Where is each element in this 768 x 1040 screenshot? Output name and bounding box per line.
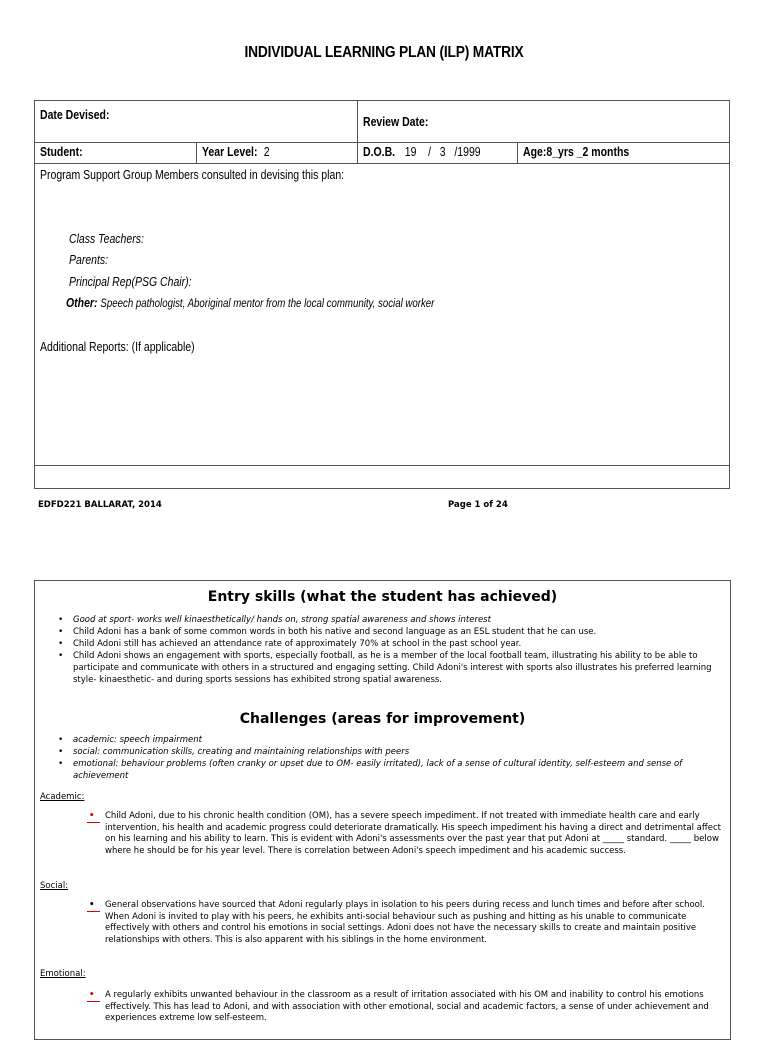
bullet-icon: •: [89, 811, 95, 821]
age-cell: [518, 142, 729, 163]
emotional-heading: Emotional:: [40, 969, 86, 979]
footer-course: EDFD221 BALLARAT, 2014: [38, 500, 162, 510]
review-date-cell: [358, 101, 729, 142]
parents-label: Parents:: [69, 253, 109, 267]
bullet-icon: •: [89, 900, 95, 910]
document-title: INDIVIDUAL LEARNING PLAN (ILP) MATRIX: [244, 44, 524, 61]
list-item: • academic: speech impairment: [57, 734, 722, 746]
age-label: Age:: [523, 145, 547, 159]
list-item: • Good at sport- works well kinaesthetically/ hands on, strong spatial awareness and shows interest: [57, 614, 722, 626]
dob-value: 19 / 3 /1999: [404, 145, 481, 159]
year-level-value: 2: [263, 145, 270, 159]
other-value: Speech pathologist, Aboriginal mentor from the local community, social worker: [100, 298, 435, 310]
dob-label: D.O.B.: [363, 145, 396, 159]
principal-rep-label: Principal Rep(PSG Chair):: [69, 275, 192, 289]
age-value: 8_yrs _2 months: [546, 145, 630, 159]
year-level-cell: [197, 142, 358, 163]
list-item: • emotional: behaviour problems (often cranky or upset due to OM- easily irritated), lack of a sense of cultural identity, self-esteem and sense of achievement: [57, 758, 722, 782]
student-cell: [35, 142, 197, 163]
challenges-list: [57, 734, 722, 782]
psg-members-label: Program Support Group Members consulted in devising this plan:: [40, 168, 345, 182]
year-level-label: Year Level:: [202, 145, 258, 159]
bullet-icon: •: [89, 990, 95, 1000]
academic-text: Child Adoni, due to his chronic health condition (OM), has a severe speech impediment. If not treated with immediate health care and early intervention, his health and academic progress could deteriorate dramatically. His speech impediment his having a direct and detrimental affect on his learning and his ability to learn. This is evident with Adoni's assessments over the past year that put Adoni at _____ standard. _____ below where he should be for his year level. There is correlation between Adoni's speech impediment and his academic success.: [105, 811, 721, 856]
academic-heading: Academic:: [40, 792, 85, 802]
ilp-details-table: [34, 100, 730, 489]
date-devised-label: Date Devised:: [40, 108, 110, 122]
entry-skills-list: [57, 614, 722, 686]
entry-challenges-box: [34, 580, 731, 1040]
table-row-empty: [35, 465, 729, 488]
table-row-dates: [35, 101, 729, 143]
emotional-text: A regularly exhibits unwanted behaviour in the classroom as a result of irritation associated with his OM and inability to control his emotions effectively. This has lead to Adoni, and with association with other emotional, social and academic factors, a sense of under achievement and experiences extreme low self-esteem.: [105, 990, 709, 1023]
student-label: Student:: [40, 145, 83, 159]
list-item: • Child Adoni shows an engagement with sports, especially football, as he is a member of the local football team, illustrating his ability to be able to participate and communicate with others in a structured and engaging setting. Child Adoni's interest with sports also illustrates his preferred learning style- kinaesthetic- and during sports sessions has exhibited strong spatial awareness.: [57, 650, 722, 686]
additional-reports-label: Additional Reports: (If applicable): [40, 340, 195, 354]
social-heading: Social:: [40, 881, 69, 891]
dob-cell: [358, 142, 518, 163]
date-devised-cell: [35, 101, 358, 142]
table-row-psg: [35, 163, 729, 466]
challenges-title: Challenges (areas for improvement): [239, 711, 526, 727]
table-row-student: [35, 142, 729, 164]
academic-paragraph: [89, 811, 725, 857]
entry-skills-title: Entry skills (what the student has achieved): [207, 589, 558, 605]
social-paragraph: [89, 900, 725, 946]
list-item: • Child Adoni has a bank of some common words in both his native and second language as an ESL student that he can use.: [57, 626, 722, 638]
list-item: • social: communication skills, creating and maintaining relationships with peers: [57, 746, 722, 758]
emotional-paragraph: [89, 990, 725, 1025]
class-teachers-label: Class Teachers:: [69, 232, 144, 246]
other-label: Other:: [66, 296, 98, 310]
social-text: General observations have sourced that Adoni regularly plays in isolation to his peers during recess and lunch times and before after school. When Adoni is invited to play with his peers, he exhibits anti-social behaviour such as pushing and hitting as his unable to communicate effectively with others and control his emotions in social settings. Adoni does not have the necessary skills to create and maintain positive relationships with others. This is also apparent with his siblings in the home environment.: [105, 900, 705, 945]
list-item: • Child Adoni still has achieved an attendance rate of approximately 70% at school in the past school year.: [57, 638, 722, 650]
footer-page-number: Page 1 of 24: [448, 500, 508, 510]
review-date-label: Review Date:: [363, 115, 429, 129]
